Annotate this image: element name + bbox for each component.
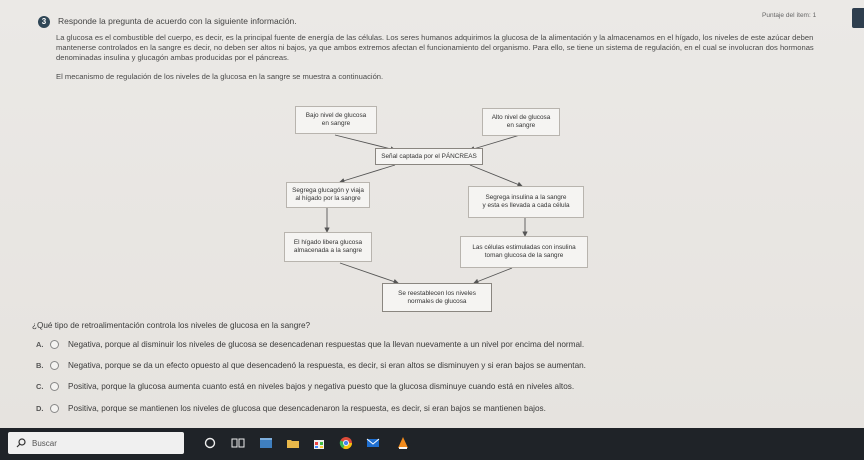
search-icon: [16, 438, 26, 448]
widgets-icon[interactable]: [258, 435, 274, 451]
question-text: ¿Qué tipo de retroalimentación controla los niveles de glucosa en la sangre?: [32, 321, 311, 330]
option-d[interactable]: [36, 404, 546, 413]
option-letter: C.: [36, 382, 44, 391]
cortana-icon[interactable]: [202, 435, 218, 451]
option-a[interactable]: [36, 340, 584, 349]
file-explorer-icon[interactable]: [285, 435, 301, 451]
option-letter: B.: [36, 361, 44, 370]
context-paragraph: La glucosa es el combustible del cuerpo, es decir, es la principal fuente de energía de las células. Los seres humanos adquirimos la glucosa de la alimentación y la almacenamos en el hígado, los niveles de este azúcar deben mantenerse controlados en la sangre es decir, no deben ser altos ni bajos, ya que ambos extremos afectan el funcionamiento del organismo. Para ello, se tiene un sistema de regulación, en el cual se involucran dos hormonas denominadas insulina y glucagón ambas producidas por el páncreas.: [56, 33, 814, 62]
box-insulin: Segrega insulina a la sangre y esta es llevada a cada célula: [468, 186, 584, 218]
box-cells-take-glucose: Las células estimuladas con insulina toman glucosa de la sangre: [460, 236, 588, 268]
side-panel-tab[interactable]: [852, 8, 864, 28]
box-low-glucose: Bajo nivel de glucosa en sangre: [295, 106, 377, 134]
box-glucagon: Segrega glucagón y viaja al hígado por la sangre: [286, 182, 370, 208]
box-levels-restored: Se reestablecen los niveles normales de glucosa: [382, 283, 492, 312]
option-letter: D.: [36, 404, 44, 413]
taskbar-search-box[interactable]: [8, 432, 184, 454]
option-text: Positiva, porque la glucosa aumenta cuanto está en niveles bajos y negativa puesto que la glucosa disminuye cuando está en niveles altos.: [68, 382, 575, 391]
task-view-icon[interactable]: [230, 435, 246, 451]
option-text: Positiva, porque se mantienen los niveles de glucosa que desencadenaron la respuesta, es decir, si eran bajos se mantienen bajos.: [68, 404, 546, 413]
option-c[interactable]: [36, 382, 574, 391]
option-letter: A.: [36, 340, 44, 349]
vlc-icon[interactable]: [395, 435, 411, 451]
box-high-glucose: Alto nivel de glucosa en sangre: [482, 108, 560, 136]
radio-button[interactable]: [50, 340, 59, 349]
store-icon[interactable]: [311, 435, 327, 451]
box-liver-release: El hígado libera glucosa almacenada a la sangre: [284, 232, 372, 262]
option-text: Negativa, porque se da un efecto opuesto al que desencadenó la respuesta, es decir, si eran altos se disminuyen y si eran bajos se aumentan.: [68, 361, 586, 370]
diagram-intro: El mecanismo de regulación de los niveles de la glucosa en la sangre se muestra a continuación.: [56, 72, 384, 81]
chrome-icon[interactable]: [338, 435, 354, 451]
radio-button[interactable]: [50, 382, 59, 391]
item-score-label: Puntaje del ítem: 1: [762, 12, 817, 19]
box-pancreas-signal: Señal captada por el PÁNCREAS: [375, 148, 483, 165]
question-number-badge: 3: [38, 16, 50, 28]
windows-taskbar: [0, 428, 864, 460]
search-placeholder: Buscar: [32, 438, 57, 448]
radio-button[interactable]: [50, 404, 59, 413]
radio-button[interactable]: [50, 361, 59, 370]
option-b[interactable]: [36, 361, 586, 370]
option-text: Negativa, porque al disminuir los niveles de glucosa se desencadenan respuestas que la llevan nuevamente a un nivel por encima del normal.: [68, 340, 585, 349]
mail-icon[interactable]: [365, 435, 381, 451]
question-instruction: Responde la pregunta de acuerdo con la siguiente información.: [58, 16, 297, 26]
